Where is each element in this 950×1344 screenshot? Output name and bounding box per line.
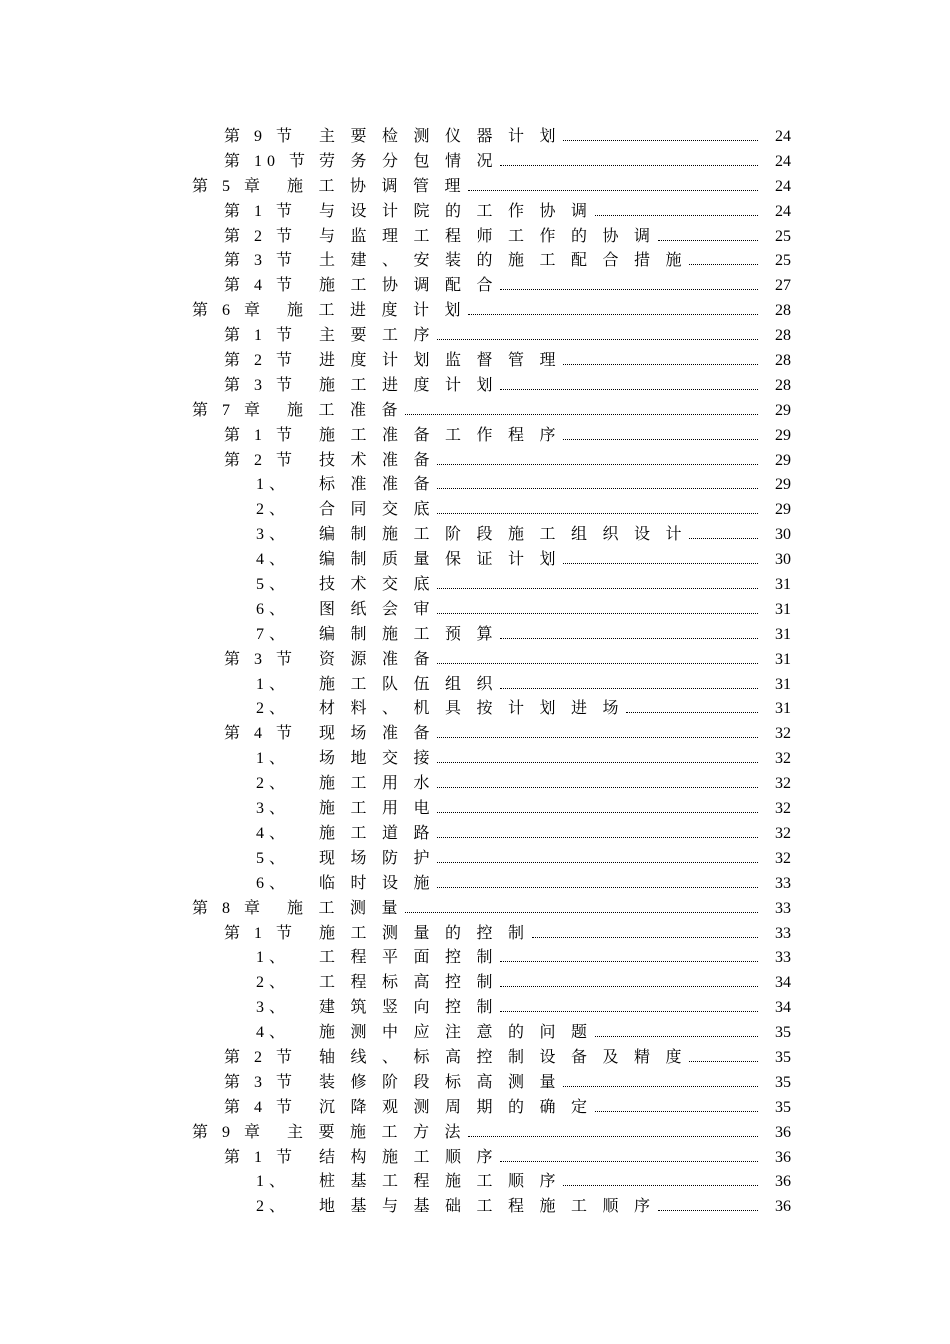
- toc-dot-leader: [595, 1036, 758, 1037]
- toc-entry-number: 第 3 节: [224, 252, 298, 270]
- toc-entry-title: 施工队伍组织: [319, 675, 509, 693]
- toc-entry[interactable]: [0, 573, 950, 598]
- toc-entry[interactable]: [0, 473, 950, 498]
- toc-page-number: 30: [775, 526, 791, 544]
- toc-entry[interactable]: [0, 747, 950, 772]
- toc-dot-leader: [437, 737, 758, 738]
- toc-entry-number: 第 3 节: [224, 650, 298, 668]
- toc-entry-number: 第 9 节: [224, 128, 298, 145]
- toc-entry[interactable]: [0, 1096, 950, 1121]
- toc-entry-number: 7、: [256, 625, 291, 643]
- toc-dot-leader: [563, 563, 758, 564]
- toc-entry-number: 2、: [256, 700, 291, 718]
- toc-entry-title: 主要检测仪器计划: [319, 128, 572, 145]
- toc-page-number: 28: [775, 327, 791, 345]
- toc-entry-number: 1、: [256, 1173, 291, 1191]
- toc-entry-title: 施测中应注意的问题: [319, 1024, 603, 1042]
- toc-dot-leader: [437, 488, 758, 489]
- toc-page-number: 25: [775, 252, 791, 270]
- toc-entry-title: 工程平面控制: [319, 949, 509, 967]
- toc-page-number: 33: [775, 924, 791, 942]
- toc-page-number: 32: [775, 750, 791, 768]
- toc-page-number: 31: [775, 625, 791, 643]
- toc-dot-leader: [563, 439, 758, 440]
- toc-dot-leader: [437, 513, 758, 514]
- toc-entry[interactable]: [0, 125, 950, 150]
- toc-entry[interactable]: [0, 399, 950, 424]
- toc-entry-title: 技术交底: [319, 576, 446, 594]
- toc-entry-number: 第 1 节: [224, 924, 298, 942]
- toc-entry-number: 1、: [256, 476, 291, 494]
- toc-entry-number: 第 1 节: [224, 202, 298, 220]
- toc-entry[interactable]: [0, 424, 950, 449]
- toc-entry-title: 材料、机具按计划进场: [319, 700, 635, 718]
- toc-entry-title: 施工测量的控制: [319, 924, 540, 942]
- toc-entry-title: 施工进度计划: [287, 302, 477, 320]
- toc-page-number: 35: [775, 1098, 791, 1116]
- toc-dot-leader: [468, 1136, 758, 1137]
- toc-dot-leader: [437, 588, 758, 589]
- toc-entry[interactable]: [0, 697, 950, 722]
- toc-entry-number: 第 10 节: [224, 152, 311, 170]
- toc-entry-title: 施工用水: [319, 775, 446, 793]
- toc-dot-leader: [532, 937, 758, 938]
- toc-dot-leader: [500, 688, 758, 689]
- toc-dot-leader: [468, 314, 758, 315]
- toc-entry-number: 第 1 节: [224, 426, 298, 444]
- toc-dot-leader: [437, 812, 758, 813]
- toc-entry-title: 桩基工程施工顺序: [319, 1173, 572, 1191]
- toc-entry-title: 图纸会审: [319, 600, 446, 618]
- toc-dot-leader: [563, 1185, 758, 1186]
- table-of-contents: [0, 125, 950, 1220]
- toc-entry-number: 第 4 节: [224, 725, 298, 743]
- toc-entry-number: 3、: [256, 800, 291, 818]
- toc-dot-leader: [437, 887, 758, 888]
- toc-page-number: 36: [775, 1173, 791, 1191]
- toc-dot-leader: [500, 389, 758, 390]
- toc-entry[interactable]: [0, 249, 950, 274]
- toc-entry-title: 标准准备: [319, 476, 446, 494]
- toc-page-number: 31: [775, 600, 791, 618]
- toc-entry-number: 2、: [256, 1198, 291, 1216]
- toc-page-number: 35: [775, 1048, 791, 1066]
- toc-dot-leader: [626, 712, 758, 713]
- toc-entry[interactable]: [0, 1071, 950, 1096]
- toc-entry-number: 第 3 节: [224, 376, 298, 394]
- toc-entry[interactable]: [0, 971, 950, 996]
- toc-entry[interactable]: [0, 822, 950, 847]
- toc-entry[interactable]: [0, 847, 950, 872]
- toc-entry-number: 6、: [256, 874, 291, 892]
- toc-dot-leader: [405, 414, 758, 415]
- toc-entry-title: 施工协调配合: [319, 277, 509, 295]
- toc-entry-title: 施工用电: [319, 800, 446, 818]
- toc-dot-leader: [563, 140, 758, 141]
- toc-page-number: 36: [775, 1198, 791, 1216]
- toc-entry-title: 地基与基础工程施工顺序: [319, 1198, 666, 1216]
- toc-entry-number: 3、: [256, 526, 291, 544]
- toc-entry-title: 与监理工程师工作的协调: [319, 227, 666, 245]
- toc-dot-leader: [595, 215, 758, 216]
- toc-entry-number: 5、: [256, 576, 291, 594]
- toc-entry[interactable]: [0, 1121, 950, 1146]
- toc-entry[interactable]: [0, 150, 950, 175]
- toc-entry-number: 第 5 章: [192, 177, 266, 195]
- toc-entry[interactable]: [0, 797, 950, 822]
- toc-entry-number: 4、: [256, 551, 291, 569]
- toc-page-number: 27: [775, 277, 791, 295]
- toc-entry-title: 编制施工预算: [319, 625, 509, 643]
- toc-entry-title: 装修阶段标高测量: [319, 1073, 572, 1091]
- toc-entry-number: 第 9 章: [192, 1123, 266, 1141]
- toc-entry-number: 第 2 节: [224, 1048, 298, 1066]
- toc-entry-title: 编制质量保证计划: [319, 551, 572, 569]
- toc-entry-number: 第 4 节: [224, 277, 298, 295]
- toc-entry-number: 第 1 节: [224, 1148, 298, 1166]
- toc-page-number: 33: [775, 949, 791, 967]
- toc-page-number: 35: [775, 1073, 791, 1091]
- toc-entry-title: 施工协调管理: [287, 177, 477, 195]
- toc-entry-number: 5、: [256, 849, 291, 867]
- toc-entry[interactable]: [0, 623, 950, 648]
- toc-entry[interactable]: [0, 673, 950, 698]
- toc-entry-title: 编制施工阶段施工组织设计: [319, 526, 698, 544]
- toc-entry[interactable]: [0, 274, 950, 299]
- toc-entry-title: 施工测量: [287, 899, 414, 917]
- toc-page-number: 24: [775, 152, 791, 170]
- toc-page-number: 29: [775, 501, 791, 519]
- toc-entry-title: 临时设施: [319, 874, 446, 892]
- toc-page-number: 33: [775, 899, 791, 917]
- toc-entry[interactable]: [0, 498, 950, 523]
- toc-dot-leader: [689, 264, 758, 265]
- toc-page-number: 24: [775, 202, 791, 220]
- toc-page-number: 31: [775, 650, 791, 668]
- toc-page-number: 36: [775, 1123, 791, 1141]
- toc-entry-number: 第 2 节: [224, 352, 298, 370]
- toc-entry-title: 土建、安装的施工配合措施: [319, 252, 698, 270]
- toc-page-number: 29: [775, 401, 791, 419]
- toc-dot-leader: [689, 1061, 758, 1062]
- toc-entry[interactable]: [0, 648, 950, 673]
- toc-page-number: 25: [775, 227, 791, 245]
- toc-page-number: 29: [775, 476, 791, 494]
- toc-page-number: 32: [775, 775, 791, 793]
- toc-page-number: 35: [775, 1024, 791, 1042]
- toc-entry-title: 结构施工顺序: [319, 1148, 509, 1166]
- toc-entry-number: 6、: [256, 600, 291, 618]
- toc-page-number: 31: [775, 700, 791, 718]
- toc-dot-leader: [437, 464, 758, 465]
- toc-entry[interactable]: [0, 897, 950, 922]
- toc-entry-title: 沉降观测周期的确定: [319, 1098, 603, 1116]
- toc-entry-number: 4、: [256, 1024, 291, 1042]
- toc-entry[interactable]: [0, 872, 950, 897]
- toc-entry-title: 合同交底: [319, 501, 446, 519]
- toc-entry[interactable]: [0, 1195, 950, 1220]
- toc-entry-number: 2、: [256, 974, 291, 992]
- toc-page-number: 33: [775, 874, 791, 892]
- toc-entry[interactable]: [0, 946, 950, 971]
- toc-entry-number: 第 8 章: [192, 899, 266, 917]
- toc-entry-number: 第 6 章: [192, 302, 266, 320]
- toc-entry[interactable]: [0, 1046, 950, 1071]
- toc-entry[interactable]: [0, 996, 950, 1021]
- toc-page-number: 28: [775, 352, 791, 370]
- toc-entry-title: 主要工序: [319, 327, 446, 345]
- toc-entry-title: 资源准备: [319, 650, 446, 668]
- toc-page-number: 29: [775, 426, 791, 444]
- toc-entry[interactable]: [0, 922, 950, 947]
- toc-entry-number: 3、: [256, 999, 291, 1017]
- toc-dot-leader: [500, 1011, 758, 1012]
- toc-entry-number: 1、: [256, 675, 291, 693]
- toc-page-number: 24: [775, 128, 791, 145]
- toc-dot-leader: [405, 912, 758, 913]
- toc-dot-leader: [500, 986, 758, 987]
- toc-page-number: 36: [775, 1148, 791, 1166]
- toc-dot-leader: [658, 1210, 758, 1211]
- toc-dot-leader: [437, 837, 758, 838]
- toc-entry-number: 第 4 节: [224, 1098, 298, 1116]
- toc-entry-title: 建筑竖向控制: [319, 999, 509, 1017]
- toc-entry-title: 工程标高控制: [319, 974, 509, 992]
- toc-entry[interactable]: [0, 449, 950, 474]
- toc-dot-leader: [500, 1161, 758, 1162]
- toc-entry-number: 第 3 节: [224, 1073, 298, 1091]
- toc-dot-leader: [563, 1086, 758, 1087]
- toc-entry-number: 第 7 章: [192, 401, 266, 419]
- toc-dot-leader: [500, 165, 758, 166]
- toc-page-number: 32: [775, 800, 791, 818]
- toc-entry[interactable]: [0, 523, 950, 548]
- toc-dot-leader: [500, 289, 758, 290]
- toc-page-number: 32: [775, 849, 791, 867]
- toc-entry-title: 场地交接: [319, 750, 446, 768]
- toc-page-number: 28: [775, 302, 791, 320]
- toc-dot-leader: [563, 364, 758, 365]
- toc-entry-title: 现场准备: [319, 725, 446, 743]
- toc-dot-leader: [500, 638, 758, 639]
- toc-dot-leader: [468, 190, 758, 191]
- toc-dot-leader: [437, 663, 758, 664]
- toc-dot-leader: [595, 1111, 758, 1112]
- toc-entry-title: 技术准备: [319, 451, 446, 469]
- toc-page-number: 30: [775, 551, 791, 569]
- toc-entry-title: 进度计划监督管理: [319, 352, 572, 370]
- toc-page-number: 28: [775, 376, 791, 394]
- toc-entry-number: 2、: [256, 775, 291, 793]
- toc-entry-title: 施工准备工作程序: [319, 426, 572, 444]
- toc-dot-leader: [689, 538, 758, 539]
- toc-entry[interactable]: [0, 299, 950, 324]
- toc-entry[interactable]: [0, 548, 950, 573]
- toc-page-number: 31: [775, 675, 791, 693]
- toc-entry[interactable]: [0, 324, 950, 349]
- toc-page-number: 34: [775, 974, 791, 992]
- toc-page-number: 32: [775, 725, 791, 743]
- toc-entry-number: 4、: [256, 824, 291, 842]
- toc-entry-title: 轴线、标高控制设备及精度: [319, 1048, 698, 1066]
- toc-entry-number: 1、: [256, 949, 291, 967]
- toc-entry-title: 与设计院的工作协调: [319, 202, 603, 220]
- toc-entry[interactable]: [0, 175, 950, 200]
- toc-entry[interactable]: [0, 200, 950, 225]
- toc-entry-number: 1、: [256, 750, 291, 768]
- toc-dot-leader: [437, 862, 758, 863]
- toc-entry[interactable]: [0, 1021, 950, 1046]
- toc-page-number: 24: [775, 177, 791, 195]
- toc-page-number: 31: [775, 576, 791, 594]
- toc-entry[interactable]: [0, 225, 950, 250]
- toc-dot-leader: [658, 240, 758, 241]
- toc-page-number: 32: [775, 824, 791, 842]
- toc-dot-leader: [437, 339, 758, 340]
- toc-entry-title: 施工进度计划: [319, 376, 509, 394]
- toc-entry[interactable]: [0, 598, 950, 623]
- toc-dot-leader: [500, 961, 758, 962]
- toc-entry[interactable]: [0, 772, 950, 797]
- toc-entry[interactable]: [0, 1170, 950, 1195]
- toc-entry[interactable]: [0, 1146, 950, 1171]
- toc-entry[interactable]: [0, 722, 950, 747]
- toc-dot-leader: [437, 762, 758, 763]
- toc-entry-number: 第 2 节: [224, 451, 298, 469]
- toc-dot-leader: [437, 613, 758, 614]
- toc-entry-title: 施工道路: [319, 824, 446, 842]
- toc-page-number: 34: [775, 999, 791, 1017]
- toc-entry-title: 施工准备: [287, 401, 414, 419]
- toc-entry-number: 2、: [256, 501, 291, 519]
- toc-entry-number: 第 1 节: [224, 327, 298, 345]
- toc-entry-title: 现场防护: [319, 849, 446, 867]
- toc-dot-leader: [437, 787, 758, 788]
- toc-entry[interactable]: [0, 349, 950, 374]
- toc-entry-title: 劳务分包情况: [319, 152, 509, 170]
- toc-entry-title: 主要施工方法: [287, 1123, 477, 1141]
- toc-entry-number: 第 2 节: [224, 227, 298, 245]
- toc-entry[interactable]: [0, 374, 950, 399]
- toc-page-number: 29: [775, 451, 791, 469]
